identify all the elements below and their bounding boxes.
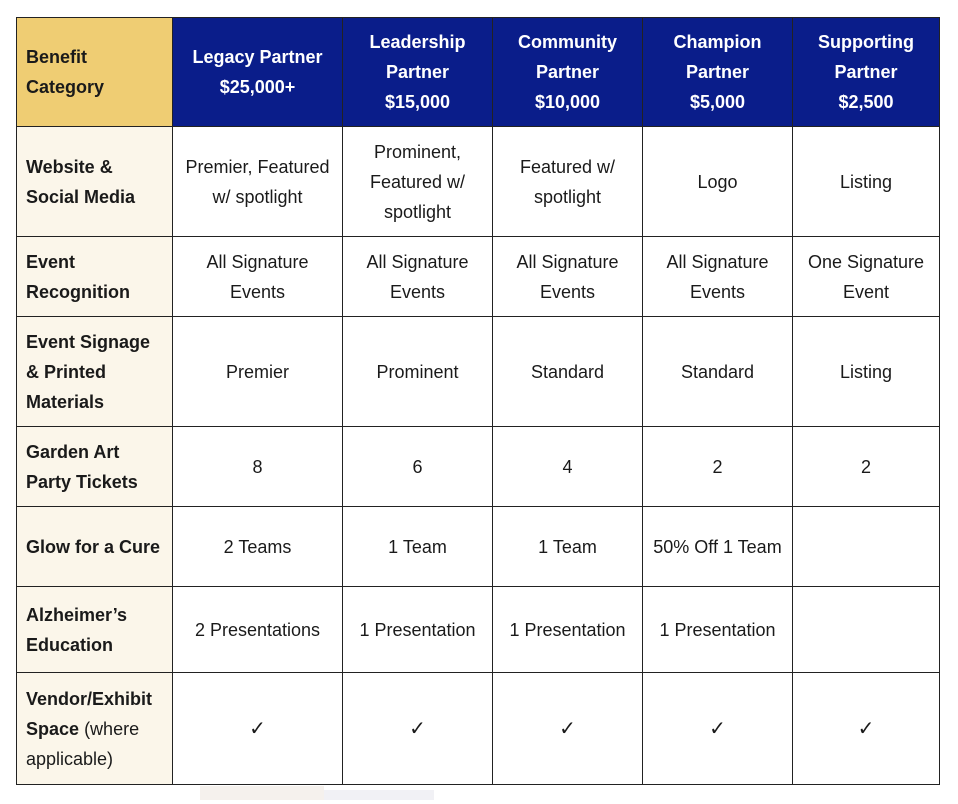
table-cell: 8 <box>173 427 343 507</box>
header-tier <box>493 18 643 127</box>
table-cell: 1 Presentation <box>643 587 793 673</box>
table-cell: Premier, Featured w/ spotlight <box>173 127 343 237</box>
table-cell: Listing <box>793 127 940 237</box>
table-row <box>17 127 940 237</box>
table-cell <box>793 587 940 673</box>
table-cell: 6 <box>343 427 493 507</box>
table-cell: All Signature Events <box>173 237 343 317</box>
table-cell: 50% Off 1 Team <box>643 507 793 587</box>
row-header: Event Recognition <box>17 237 173 317</box>
tier-amount: $2,500 <box>838 92 894 112</box>
table-cell: 1 Team <box>343 507 493 587</box>
row-header: Garden Art Party Tickets <box>17 427 173 507</box>
row-header: Glow for a Cure <box>17 507 173 587</box>
header-row <box>17 18 940 127</box>
row-header: Event Signage & Printed Materials <box>17 317 173 427</box>
tier-name: Champion Partner <box>673 32 762 82</box>
background-watermark <box>324 790 434 800</box>
tier-amount: $15,000 <box>384 92 451 112</box>
table-row <box>17 673 940 785</box>
table-cell: 2 <box>643 427 793 507</box>
header-tier <box>343 18 493 127</box>
table-cell: All Signature Events <box>643 237 793 317</box>
checkmark-icon: ✓ <box>493 673 643 785</box>
row-header: Website & Social Media <box>17 127 173 237</box>
checkmark-icon: ✓ <box>793 673 940 785</box>
table-cell: Listing <box>793 317 940 427</box>
tier-name: Community Partner <box>518 32 617 82</box>
table-cell: 2 Teams <box>173 507 343 587</box>
table-row <box>17 427 940 507</box>
table-cell: Standard <box>643 317 793 427</box>
checkmark-icon: ✓ <box>173 673 343 785</box>
tier-name: Supporting Partner <box>818 32 914 82</box>
table-cell: Standard <box>493 317 643 427</box>
row-header-label: Vendor/Exhibit Space <box>26 688 153 739</box>
background-watermark <box>200 786 324 800</box>
table-row <box>17 587 940 673</box>
tier-name: Legacy Partner <box>192 47 323 67</box>
table-cell: 1 Presentation <box>343 587 493 673</box>
table-cell <box>793 507 940 587</box>
table-cell: All Signature Events <box>493 237 643 317</box>
table-cell: 4 <box>493 427 643 507</box>
checkmark-icon: ✓ <box>643 673 793 785</box>
table-cell: 2 Presentations <box>173 587 343 673</box>
row-header <box>17 673 173 785</box>
header-tier <box>643 18 793 127</box>
table-row <box>17 507 940 587</box>
table-cell: Prominent, Featured w/ spotlight <box>343 127 493 237</box>
table-row <box>17 317 940 427</box>
table-cell: Prominent <box>343 317 493 427</box>
table-cell: 1 Presentation <box>493 587 643 673</box>
table-cell: 2 <box>793 427 940 507</box>
sponsorship-benefits-table <box>16 17 940 785</box>
table-cell: Premier <box>173 317 343 427</box>
tier-amount: $5,000 <box>689 92 746 112</box>
tier-name: Leadership Partner <box>369 32 466 82</box>
table-cell: All Signature Events <box>343 237 493 317</box>
table-cell: 1 Team <box>493 507 643 587</box>
tier-amount: $25,000+ <box>219 77 296 97</box>
table-cell: Featured w/ spotlight <box>493 127 643 237</box>
table-cell: Logo <box>643 127 793 237</box>
header-tier <box>793 18 940 127</box>
table-row <box>17 237 940 317</box>
tier-amount: $10,000 <box>534 92 601 112</box>
table-cell: One Signature Event <box>793 237 940 317</box>
row-header: Alzheimer’s Education <box>17 587 173 673</box>
row-header-note: (where applicable) <box>26 718 140 769</box>
header-benefit-category: Benefit Category <box>17 18 173 127</box>
checkmark-icon: ✓ <box>343 673 493 785</box>
header-tier <box>173 18 343 127</box>
